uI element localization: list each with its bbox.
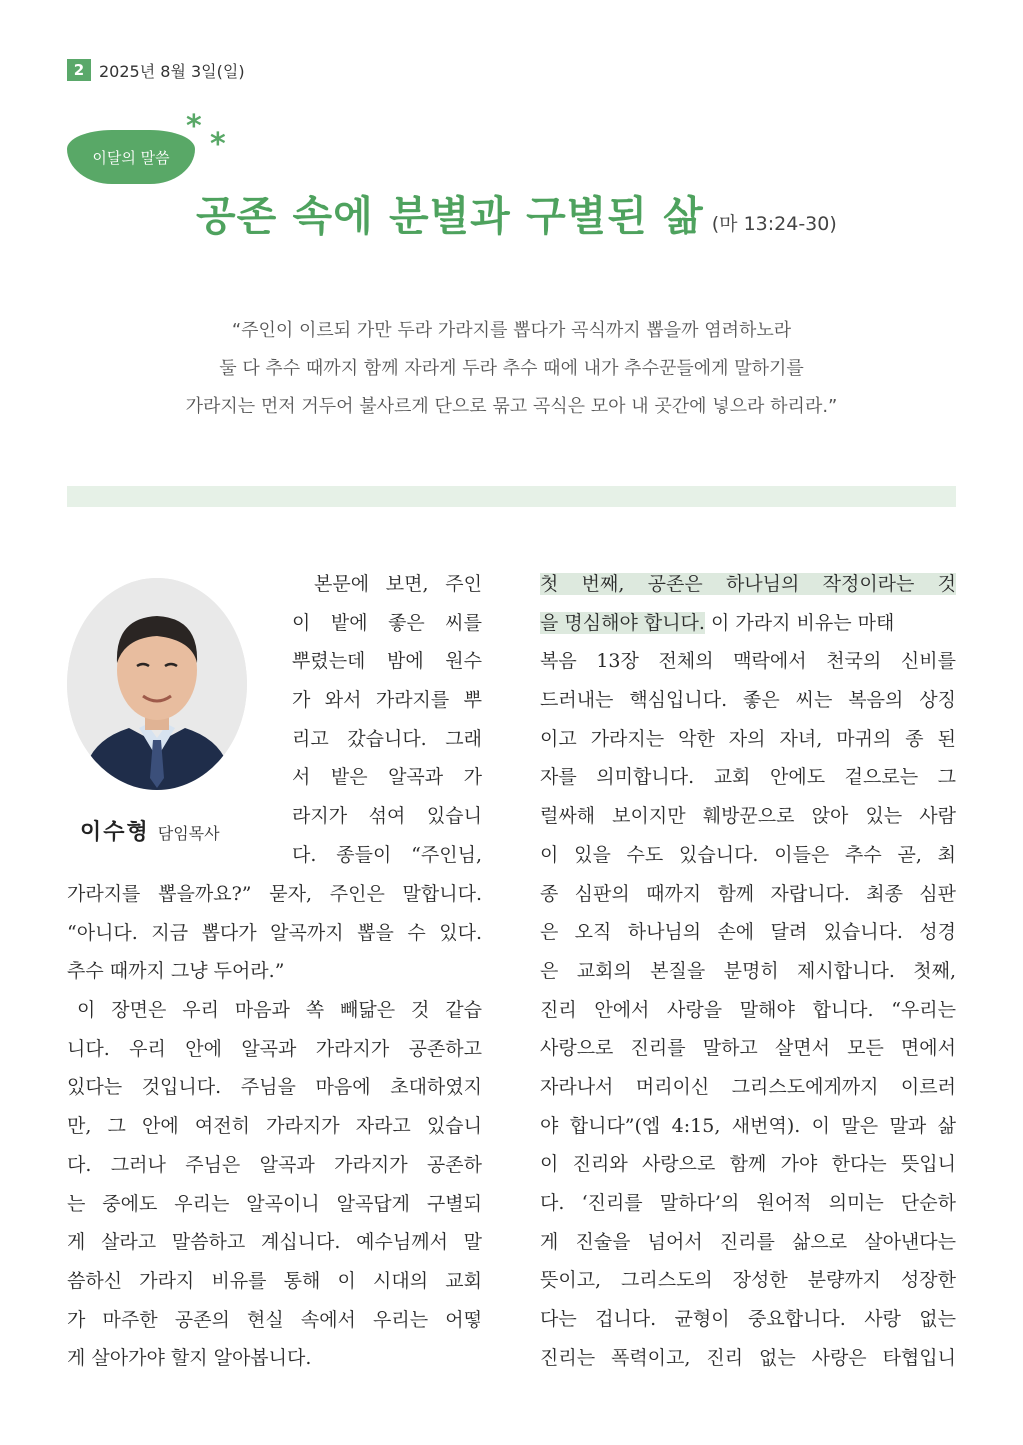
body-line: 진리는 폭력이고, 진리 없는 사랑은 타협입니 — [540, 1346, 956, 1369]
body-line: 가 마주한 공존의 현실 속에서 우리는 어떻 — [67, 1308, 482, 1331]
body-line: 다. 그러나 주님은 알곡과 가라지가 공존하 — [67, 1153, 482, 1176]
body-line: 이 장면은 우리 마음과 쏙 빼닮은 것 같습 — [77, 999, 482, 1022]
body-line: 복음 13장 전체의 맥락에서 천국의 신비를 — [540, 650, 956, 673]
body-line: 야 합니다”(엡 4:15, 새번역). 이 말은 말과 삶 — [540, 1114, 956, 1137]
body-line — [540, 565, 956, 604]
body-line: 만, 그 안에 여전히 가라지가 자라고 있습니 — [67, 1115, 482, 1138]
body-line: 있다는 것입니다. 주님을 마음에 초대하였지 — [67, 1076, 482, 1099]
body-line: 다는 겁니다. 균형이 중요합니다. 사랑 없는 — [540, 1308, 956, 1331]
section-badge-label: 이달의 말씀 — [92, 148, 170, 167]
highlighted-text: 첫 번째, 공존은 하나님의 작정이라는 것 — [540, 573, 956, 595]
author-role: 담임목사 — [157, 824, 220, 843]
right-column — [540, 565, 956, 1377]
body-line: 서 밭은 알곡과 가 — [292, 766, 482, 789]
quote-line: 둘 다 추수 때까지 함께 자라게 두라 추수 때에 내가 추수꾼들에게 말하기를 — [219, 358, 804, 379]
body-line: 자라나서 머리이신 그리스도에게까지 이르러 — [540, 1075, 956, 1098]
body-line: 라지가 섞여 있습니 — [292, 805, 482, 828]
body-line: 럴싸해 보이지만 훼방꾼으로 앉아 있는 사람 — [540, 805, 956, 828]
body-line: 자를 의미합니다. 교회 안에도 겉으로는 그 — [540, 766, 956, 789]
body-line: 는 중에도 우리는 알곡이니 알곡답게 구별되 — [67, 1192, 482, 1215]
body-line: 본문에 보면, 주인 — [314, 573, 482, 595]
body-line: 가 와서 가라지를 뿌 — [292, 689, 482, 712]
author-photo — [67, 578, 247, 790]
body-line: 종 심판의 때까지 함께 자랍니다. 최종 심판 — [540, 882, 956, 905]
body-line: 이 진리와 사랑으로 함께 가야 한다는 뜻입니 — [540, 1153, 956, 1176]
body-line: 가라지를 뽑을까요?” 묻자, 주인은 말합니다. — [67, 883, 482, 905]
body-line: 진리 안에서 사랑을 말해야 합니다. “우리는 — [540, 998, 956, 1021]
body-line: 사랑으로 진리를 말하고 살면서 모든 면에서 — [540, 1037, 956, 1060]
left-column-full — [67, 875, 482, 1378]
body-line: “아니다. 지금 뽑다가 알곡까지 뽑을 수 있다. — [67, 921, 482, 944]
issue-date: 2025년 8월 3일(일) — [99, 61, 245, 81]
quote-line: 가라지는 먼저 거두어 불사르게 단으로 묶고 곡식은 모아 내 곳간에 넣으라 하리라.” — [185, 396, 838, 417]
body-line: 이고 가라지는 악한 자의 자녀, 마귀의 종 된 — [540, 727, 956, 750]
body-line: 니다. 우리 안에 알곡과 가라지가 공존하고 — [67, 1037, 482, 1060]
body-line: 뿌렸는데 밤에 원수 — [292, 650, 482, 673]
page-number: 2 — [67, 59, 91, 81]
body-line: 이 밭에 좋은 씨를 — [292, 611, 482, 634]
highlighted-text: 을 명심해야 합니다. — [540, 611, 705, 634]
body-line: 은 교회의 본질을 분명히 제시합니다. 첫째, — [540, 959, 956, 982]
article-title: 공존 속에 분별과 구별된 삶 — [196, 192, 704, 240]
body-line: 이 있을 수도 있습니다. 이들은 추수 곧, 최 — [540, 843, 956, 866]
body-line: 추수 때까지 그냥 두어라.” — [67, 960, 285, 983]
page-header — [67, 58, 245, 82]
quote-line: “주인이 이르되 가만 두라 가라지를 뽑다가 곡식까지 뽑을까 염려하노라 — [231, 320, 792, 341]
section-badge — [67, 130, 195, 184]
title-row — [196, 183, 837, 242]
portrait-image — [67, 578, 247, 790]
body-line: 게 진술을 넘어서 진리를 삶으로 살아낸다는 — [540, 1230, 956, 1253]
scripture-reference: (마 13:24-30) — [711, 213, 837, 235]
body-line: 뜻이고, 그리스도의 장성한 분량까지 성장한 — [540, 1269, 956, 1292]
left-column-narrow — [292, 565, 482, 875]
body-line: 게 살아가야 할지 알아봅니다. — [67, 1347, 312, 1370]
body-line: 리고 갔습니다. 그래 — [292, 727, 482, 750]
scripture-quote — [67, 312, 956, 426]
body-line: 다. 종들이 “주인님, — [292, 843, 482, 866]
body-line: 드러내는 핵심입니다. 좋은 씨는 복음의 상징 — [540, 689, 956, 712]
body-line — [540, 604, 956, 643]
body-text: 이 가라지 비유는 마태 — [704, 611, 895, 634]
divider-band — [67, 486, 956, 507]
body-line: 은 오직 하나님의 손에 달려 있습니다. 성경 — [540, 921, 956, 944]
body-line: 씀하신 가라지 비유를 통해 이 시대의 교회 — [67, 1269, 482, 1292]
author-byline — [80, 815, 220, 846]
body-line: 다. ‘진리를 말하다’의 원어적 의미는 단순하 — [540, 1192, 956, 1214]
author-name: 이수형 — [80, 820, 150, 845]
body-line: 게 살라고 말씀하고 계십니다. 예수님께서 말 — [67, 1231, 482, 1254]
